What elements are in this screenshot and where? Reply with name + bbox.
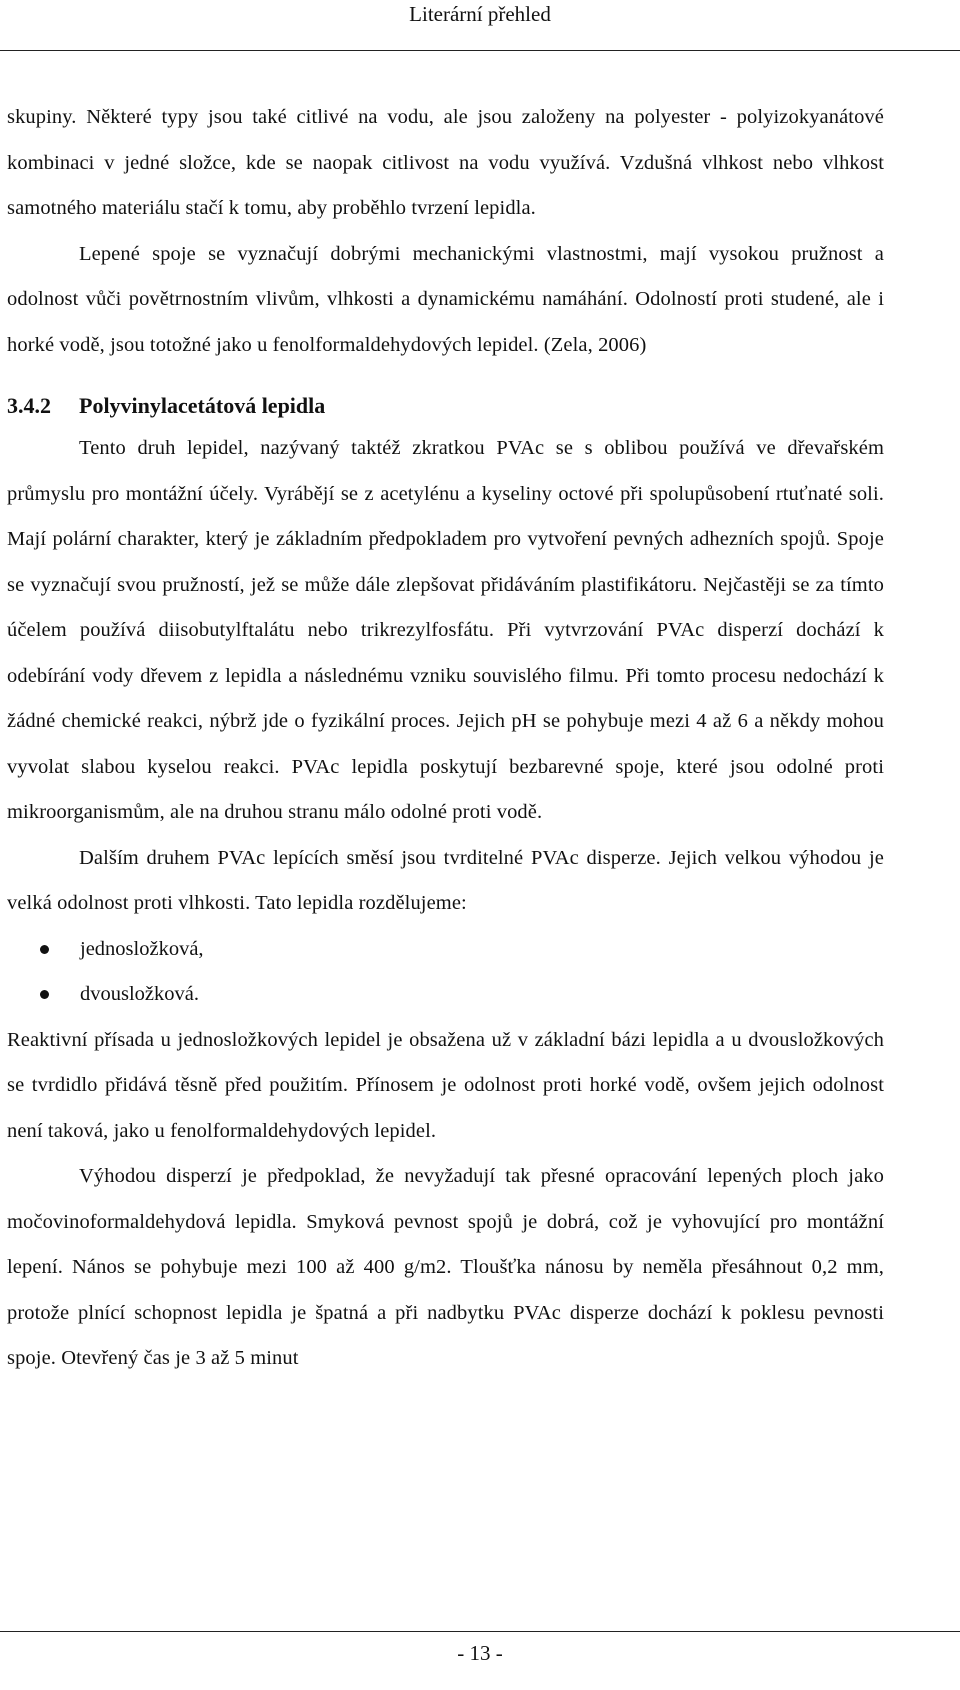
section-heading xyxy=(7,386,884,426)
list-item xyxy=(7,927,884,973)
bullet-icon xyxy=(40,990,49,999)
header-rule xyxy=(0,50,960,51)
section-number: 3.4.2 xyxy=(7,393,51,418)
paragraph-5: Reaktivní přísada u jednosložkových lepidel je obsažena už v základní bázi lepidla a u dvousložkových se tvrdidlo přidává těsně před použitím. Přínosem je odolnost proti horké vodě, ovšem jejich odolnost není taková, jako u fenolformaldehydových lepidel. xyxy=(7,1028,884,1142)
bullet-list xyxy=(7,927,884,1018)
running-header: Literární přehled xyxy=(409,2,551,26)
list-item-text: jednosložková, xyxy=(80,937,204,960)
list-item-text: dvousložková. xyxy=(80,983,199,1005)
paragraph-1: skupiny. Některé typy jsou také citlivé na vodu, ale jsou založeny na polyester - polyizokyanátové kombinaci v jedné složce, kde se naopak citlivost na vodu využívá. Vzdušná vlhkost nebo vlhkost samotného materiálu stačí k tomu, aby proběhlo tvrzení lepidla. xyxy=(7,106,884,219)
paragraph-4: Dalším druhem PVAc lepících směsí jsou tvrditelné PVAc disperze. Jejich velkou výhodou je velká odolnost proti vlhkosti. Tato lepidla rozdělujeme: xyxy=(7,846,884,914)
footer-rule xyxy=(0,1631,960,1632)
bullet-icon xyxy=(40,945,49,954)
section-title: Polyvinylacetátová lepidla xyxy=(79,393,326,418)
page-number: - 13 - xyxy=(457,1641,503,1665)
paragraph-3: Tento druh lepidel, nazývaný taktéž zkratkou PVAc se s oblibou používá ve dřevařském průmyslu pro montážní účely. Vyrábějí se z acetylénu a kyseliny octové při spolupůsobení rtuťnaté soli. Mají polární charakter, který je základním předpokladem pro vytvoření pevných adhezních spojů. Spoje se vyznačují svou pružností, jež se může dále zlepšovat přidáváním plastifikátoru. Nejčastěji se za tímto účelem používá diisobutylftalátu nebo trikrezylfosfátu. Při vytvrzování PVAc disperzí dochází k odebírání vody dřevem z lepidla a následnému vzniku souvislého filmu. Při tomto procesu nedochází k žádné chemické reakci, nýbrž jde o fyzikální proces. Jejich pH se pohybuje mezi 4 až 6 a někdy mohou vyvolat slabou kyselou reakci. PVAc lepidla poskytují bezbarevné spoje, které jsou odolné proti mikroorganismům, ale na druhou stranu málo odolné proti vodě. xyxy=(7,437,884,823)
list-item xyxy=(7,972,884,1018)
paragraph-2: Lepené spoje se vyznačují dobrými mechanickými vlastnostmi, mají vysokou pružnost a odolnost vůči povětrnostním vlivům, vlhkosti a dynamickému namáhání. Odolností proti studené, ale i horké vodě, jsou totožné jako u fenolformaldehydových lepidel. (Zela, 2006) xyxy=(7,242,884,356)
paragraph-6: Výhodou disperzí je předpoklad, že nevyžadují tak přesné opracování lepených ploch jako močovinoformaldehydová lepidla. Smyková pevnost spojů je dobrá, což je vyhovující pro montážní lepení. Nános se pohybuje mezi 100 až 400 g/m2. Tloušťka nánosu by neměla přesáhnout 0,2 mm, protože plnící schopnost lepidla je špatná a při nadbytku PVAc disperze dochází k poklesu pevnosti spoje. Otevřený čas je 3 až 5 minut xyxy=(7,1165,884,1369)
page-body xyxy=(7,95,884,1382)
